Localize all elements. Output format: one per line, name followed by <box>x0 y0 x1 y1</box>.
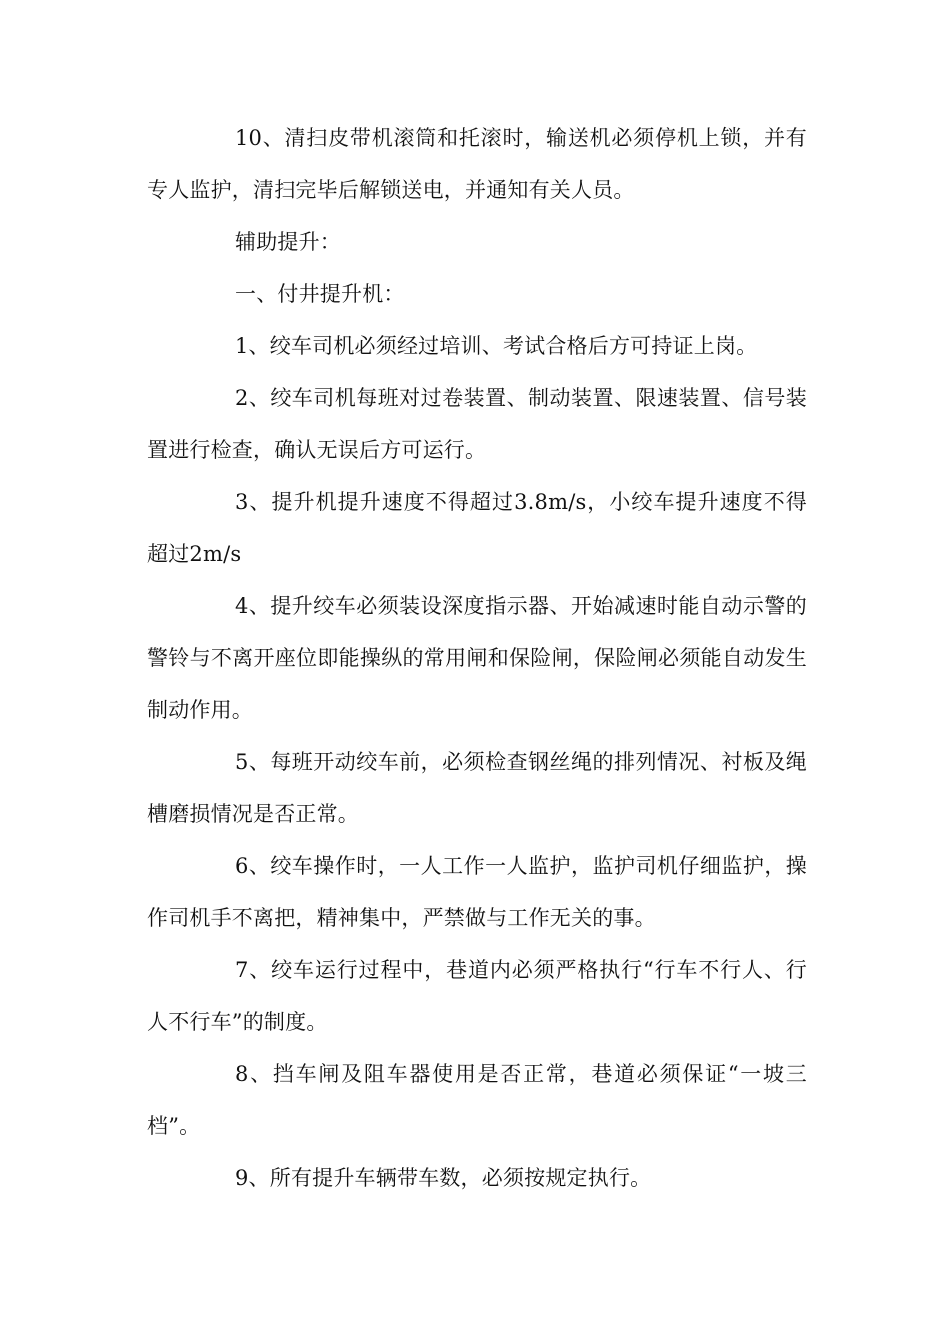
paragraph-rule-2: 2、绞车司机每班对过卷装置、制动装置、限速装置、信号装置进行检查，确认无误后方可运行。 <box>147 386 807 462</box>
paragraph-cleaning-rule-10: 10、清扫皮带机滚筒和托滚时，输送机必须停机上锁，并有专人监护，清扫完毕后解锁送电，并通知有关人员。 <box>147 126 807 202</box>
heading-auxiliary-shaft-hoist: 一、付井提升机： <box>235 282 405 306</box>
paragraph-rule-1: 1、绞车司机必须经过培训、考试合格后方可持证上岗。 <box>235 334 758 358</box>
paragraph-rule-5: 5、每班开动绞车前，必须检查钢丝绳的排列情况、衬板及绳槽磨损情况是否正常。 <box>147 750 807 826</box>
paragraph-rule-8: 8、挡车闸及阻车器使用是否正常，巷道必须保证“一坡三档”。 <box>147 1062 807 1138</box>
document-body <box>147 112 807 1204</box>
heading-auxiliary-hoisting: 辅助提升： <box>235 230 341 254</box>
paragraph-rule-9: 9、所有提升车辆带车数，必须按规定执行。 <box>235 1166 652 1190</box>
paragraph-rule-6: 6、绞车操作时，一人工作一人监护，监护司机仔细监护，操作司机手不离把，精神集中，严禁做与工作无关的事。 <box>147 854 807 930</box>
paragraph-rule-4: 4、提升绞车必须装设深度指示器、开始减速时能自动示警的警铃与不离开座位即能操纵的常用闸和保险闸，保险闸必须能自动发生制动作用。 <box>147 594 807 722</box>
paragraph-rule-7: 7、绞车运行过程中，巷道内必须严格执行“行车不行人、行人不行车”的制度。 <box>147 958 807 1034</box>
paragraph-rule-3: 3、提升机提升速度不得超过3.8m/s，小绞车提升速度不得超过2m/s <box>147 490 807 566</box>
